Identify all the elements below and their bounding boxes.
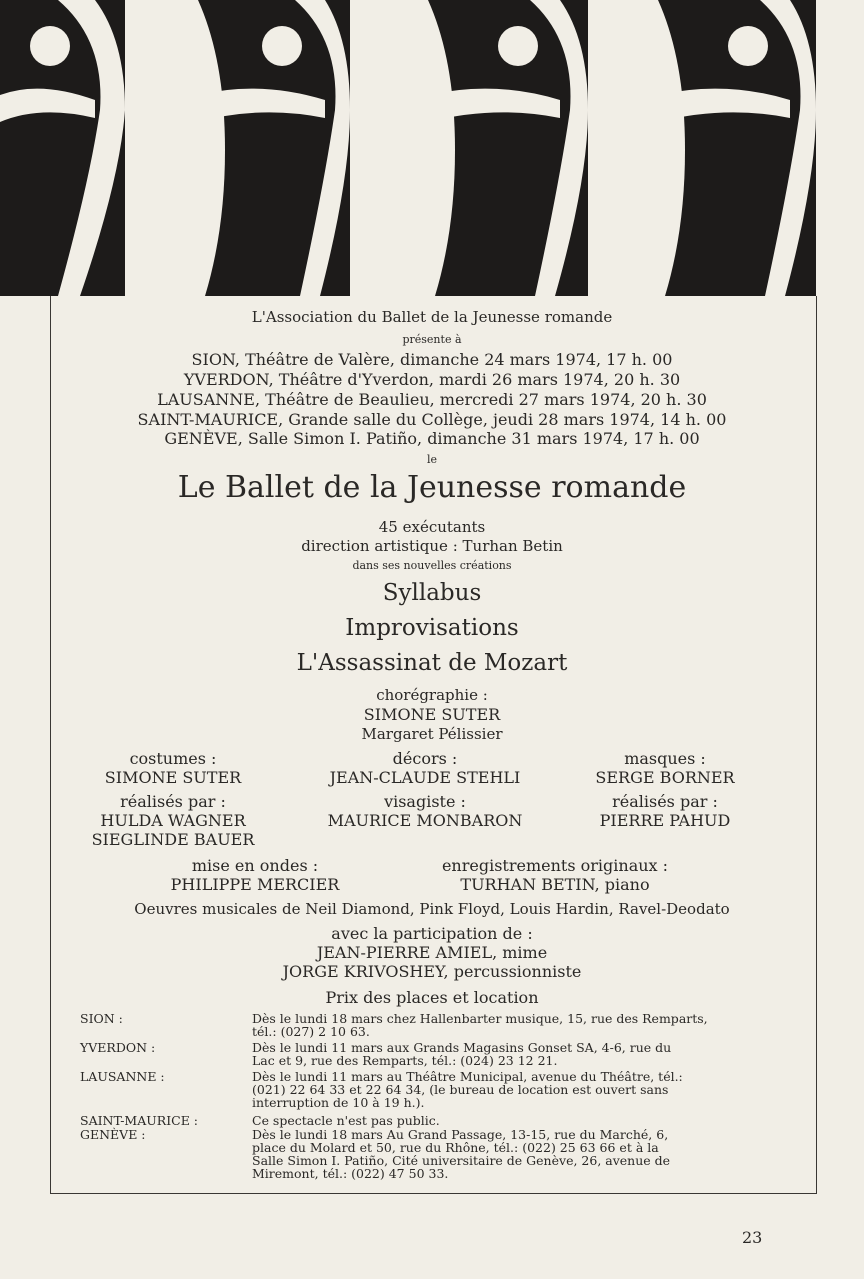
credit-name: HULDA WAGNER	[100, 811, 246, 830]
credit-name: PIERRE PAHUD	[599, 811, 731, 830]
credit-name: SIEGLINDE BAUER	[91, 830, 255, 849]
creations-intro: dans ses nouvelles créations	[352, 559, 512, 572]
price-city: SAINT-MAURICE :	[80, 1113, 198, 1128]
price-text	[252, 1070, 752, 1109]
credit-label: masques :	[624, 749, 706, 768]
price-city: YVERDON :	[80, 1040, 156, 1055]
date-line: SION, Théâtre de Valère, dimanche 24 mars 1974, 17 h. 00	[191, 350, 673, 369]
credit-costumes	[78, 749, 268, 787]
price-line: Dès le lundi 11 mars au Théâtre Municipal, avenue du Théâtre, tél.:	[252, 1069, 683, 1084]
work-title: Improvisations	[345, 615, 519, 641]
work-title: L'Assassinat de Mozart	[296, 650, 568, 676]
participation-label: avec la participation de :	[331, 924, 533, 943]
price-line: (021) 22 64 33 et 22 64 34, (le bureau de location est ouvert sans	[252, 1082, 669, 1097]
credit-enregistrements	[420, 856, 690, 894]
credit-label: mise en ondes :	[191, 856, 319, 875]
choreography-name: Margaret Pélissier	[361, 725, 503, 743]
figure-motif-1	[0, 0, 125, 296]
performers-line: 45 exécutants	[378, 518, 486, 536]
price-line: Ce spectacle n'est pas public.	[252, 1113, 440, 1128]
price-line: Dès le lundi 18 mars chez Hallenbarter musique, 15, rue des Remparts,	[252, 1011, 708, 1026]
date-line: SAINT-MAURICE, Grande salle du Collège, jeudi 28 mars 1974, 14 h. 00	[137, 410, 727, 429]
price-city: GENÈVE :	[80, 1127, 146, 1142]
figure-motif-3	[428, 0, 588, 296]
participation-name: JEAN-PIERRE AMIEL, mime	[316, 943, 548, 962]
credit-name: SERGE BORNER	[595, 768, 735, 787]
price-city: SION :	[80, 1011, 123, 1026]
page-number: 23	[742, 1228, 763, 1247]
price-text	[252, 1114, 752, 1127]
credit-label: réalisés par :	[612, 792, 718, 811]
price-line: Lac et 9, rue des Remparts, tél.: (024) 23 12 21.	[252, 1053, 558, 1068]
credit-label: visagiste :	[384, 792, 466, 811]
article-line: le	[426, 453, 438, 466]
credit-name: PHILIPPE MERCIER	[170, 875, 340, 894]
credit-name: TURHAN BETIN, piano	[460, 875, 650, 894]
credit-name: JEAN-CLAUDE STEHLI	[329, 768, 521, 787]
date-line: LAUSANNE, Théâtre de Beaulieu, mercredi 27 mars 1974, 20 h. 30	[157, 390, 707, 409]
credit-visagiste	[290, 792, 560, 830]
credit-realises-masques	[570, 792, 760, 830]
choreography-name: SIMONE SUTER	[363, 705, 501, 724]
figure-motif-2	[198, 0, 350, 296]
credit-mise-en-ondes	[130, 856, 380, 894]
participation-name: JORGE KRIVOSHEY, percussionniste	[282, 962, 582, 981]
price-text	[252, 1128, 752, 1180]
price-text	[252, 1012, 752, 1038]
prices-title: Prix des places et location	[325, 988, 539, 1007]
date-line: GENÈVE, Salle Simon I. Patiño, dimanche 31 mars 1974, 17 h. 00	[164, 429, 700, 448]
choreography-label: chorégraphie :	[376, 686, 488, 704]
price-line: place du Molard et 50, rue du Rhône, tél.: (022) 25 63 66 et à la	[252, 1140, 659, 1155]
credit-label: costumes :	[129, 749, 217, 768]
credit-masques	[570, 749, 760, 787]
association-line: L'Association du Ballet de la Jeunesse romande	[251, 308, 613, 326]
price-line: Miremont, tél.: (022) 47 50 33.	[252, 1166, 449, 1181]
credit-label: réalisés par :	[120, 792, 226, 811]
date-line: YVERDON, Théâtre d'Yverdon, mardi 26 mars 1974, 20 h. 30	[183, 370, 681, 389]
price-line: Dès le lundi 11 mars aux Grands Magasins Gonset SA, 4-6, rue du	[252, 1040, 672, 1055]
presents-line: présente à	[402, 333, 462, 346]
credit-label: décors :	[392, 749, 458, 768]
decorative-banner	[0, 0, 864, 300]
credit-name: SIMONE SUTER	[104, 768, 242, 787]
credit-realises	[78, 792, 268, 849]
price-text	[252, 1041, 752, 1067]
price-line: Salle Simon I. Patiño, Cité universitaire de Genève, 26, avenue de	[252, 1153, 671, 1168]
direction-line: direction artistique : Turhan Betin	[301, 537, 563, 555]
page-title: Le Ballet de la Jeunesse romande	[177, 470, 687, 505]
figure-motif-4	[658, 0, 816, 296]
price-city: LAUSANNE :	[80, 1069, 165, 1084]
credit-name: MAURICE MONBARON	[327, 811, 523, 830]
price-line: interruption de 10 à 19 h.).	[252, 1095, 425, 1110]
credit-decors	[290, 749, 560, 787]
work-title: Syllabus	[382, 580, 482, 606]
price-line: Dès le lundi 18 mars Au Grand Passage, 13-15, rue du Marché, 6,	[252, 1127, 669, 1142]
music-line: Oeuvres musicales de Neil Diamond, Pink Floyd, Louis Hardin, Ravel-Deodato	[134, 900, 730, 918]
price-line: tél.: (027) 2 10 63.	[252, 1024, 370, 1039]
credit-label: enregistrements originaux :	[441, 856, 669, 875]
